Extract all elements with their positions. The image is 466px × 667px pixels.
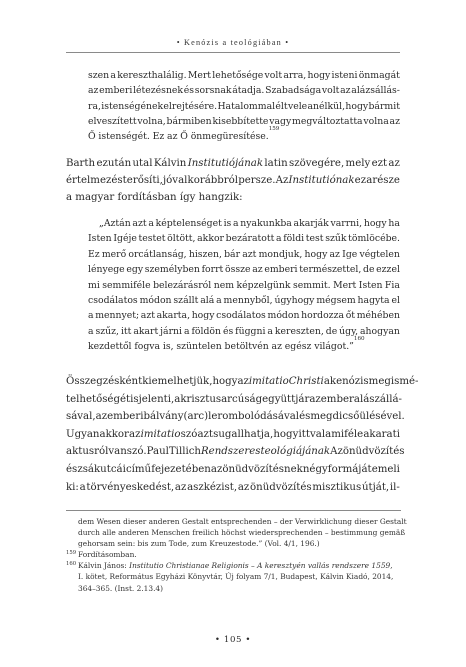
- quote-line: Ő istenségét. Ez az Ő önmegüresítése. 159: [88, 129, 400, 144]
- paragraph-line: Ugyanakkor az imitatio szó azt sugallhatja, hogy itt valamiféle akarati: [66, 428, 400, 440]
- body-paragraph-1: [66, 155, 400, 207]
- quote-line: szen a kereszthalálig. Mert lehetősége volt arra, hogy isteni önmagát: [88, 70, 400, 81]
- quote-line: ra, istenségének elrejtésére. Hatalommal élt vele anélkül, hogy bármit: [88, 100, 400, 112]
- quote-line: kezdettől fogva is, szüntelen betöltvén az egész világot.” 160: [88, 339, 400, 354]
- footnote-line: I. kötet, Református Egyházi Könyvtár, Új folyam 7/1, Budapest, Kálvin Kiadó, 2014,: [78, 572, 394, 582]
- quote-line: csodálatos módon szállt alá a mennyből, úgyhogy mégsem hagyta el: [88, 295, 400, 307]
- paragraph-line: aktusról van szó. Paul Tillich Rendszeres teológiájának Az önüdvözítés: [66, 446, 405, 458]
- footnote-number: 160: [66, 561, 77, 568]
- paragraph-line: a magyar fordításban így hangzik:: [66, 192, 243, 204]
- body-paragraph-2: [66, 373, 419, 496]
- paragraph-line: sával, az emberi bálvány(arc) lerombolódásával és megdicsőülésével.: [66, 411, 405, 423]
- running-header: • Kenózis a teológiában •: [176, 38, 290, 47]
- footnote-continuation-line: gehorsam sein: bis zum Tode, zum Kreuzestode.” (Vol. 4/1, 196.): [78, 539, 320, 549]
- footnote-ref-160: 160: [353, 336, 365, 343]
- footnote-continuation-line: dem Wesen dieser anderen Gestalt entsprechenden – der Verwirklichung dieser Gestalt: [78, 517, 407, 526]
- quote-line: Ez merő orcátlanság, hiszen, bár azt mondjuk, hogy az Ige végtelen: [88, 248, 400, 260]
- footnote-line: 364–365. (Inst. 2.13.4): [78, 583, 164, 593]
- header-rule: [66, 52, 400, 53]
- paragraph-line: és zsákutcái című fejezetében az önüdvözítésnek négy formáját emeli: [66, 463, 400, 475]
- footnote-text: Fordításomban.: [78, 550, 137, 560]
- paragraph-line: ki: a törvényeskedést, az aszkézist, az önüdvözítés misztikus útját, il-: [66, 481, 400, 493]
- footnote-ref-159: 159: [268, 126, 280, 133]
- footnote-159: [66, 549, 401, 560]
- paragraph-line: telhetőségét is jelenti, a krisztusarcúság együttjár az ember alászállá-: [66, 393, 402, 405]
- footnote-number: 159: [66, 550, 77, 557]
- footnotes-area: [66, 516, 407, 594]
- paragraph-line: Barth ezután utal Kálvin Institutiójának latin szövegére, mely ezt az: [66, 158, 400, 169]
- paragraph-line: értelmezést erősíti, jóval korábbról persze. Az Institutiónak ez a része: [66, 175, 400, 187]
- quote-line: Isten Igéje testet öltött, akkor bezáratott a földi test szűk tömlöcébe.: [88, 233, 400, 245]
- quote-line: „Aztán azt a képtelenséget is a nyakunkba akarják varrni, hogy ha: [99, 218, 400, 229]
- page-number: • 105 •: [214, 635, 252, 645]
- quote-line: a mennyet; azt akarta, hogy csodálatos módon hordozza őt méhében: [88, 310, 400, 322]
- footnote-line: Kálvin János: Institutio Christianae Religionis – A keresztyén vallás rendszere 1559,: [78, 561, 393, 571]
- footnote-160: [66, 560, 401, 593]
- quote-line: elveszített volna, bármiben kisebbítette vagy megváltoztatta volna az: [88, 115, 400, 127]
- quote-line: lényege egy személyben forrt össze az emberi természettel, de ezzel: [88, 264, 400, 276]
- quote-line: az emberi létezésnek és sorsnak átadja. Szabadsága volt az alázsállás-: [88, 85, 400, 97]
- footnote-continuation-line: durch alle anderen Menschen freilich höchst wiedersprechenden – bestimmung gemäß: [78, 528, 406, 538]
- block-quote-kalvin: [88, 216, 400, 355]
- paragraph-line: Összegzésként kiemelhetjük, hogy az imitatio Christi a kenózis megismé-: [66, 376, 419, 387]
- footnote-separator: [66, 510, 401, 511]
- block-quote-continuation: [88, 68, 400, 144]
- footnote-text: [78, 560, 401, 593]
- quote-line: a szűz, itt akart járni a földön és függni a kereszten, de úgy, ahogyan: [88, 325, 400, 337]
- quote-line: mi semmiféle belezárásról nem képzelgünk semmit. Mert Isten Fia: [88, 279, 400, 291]
